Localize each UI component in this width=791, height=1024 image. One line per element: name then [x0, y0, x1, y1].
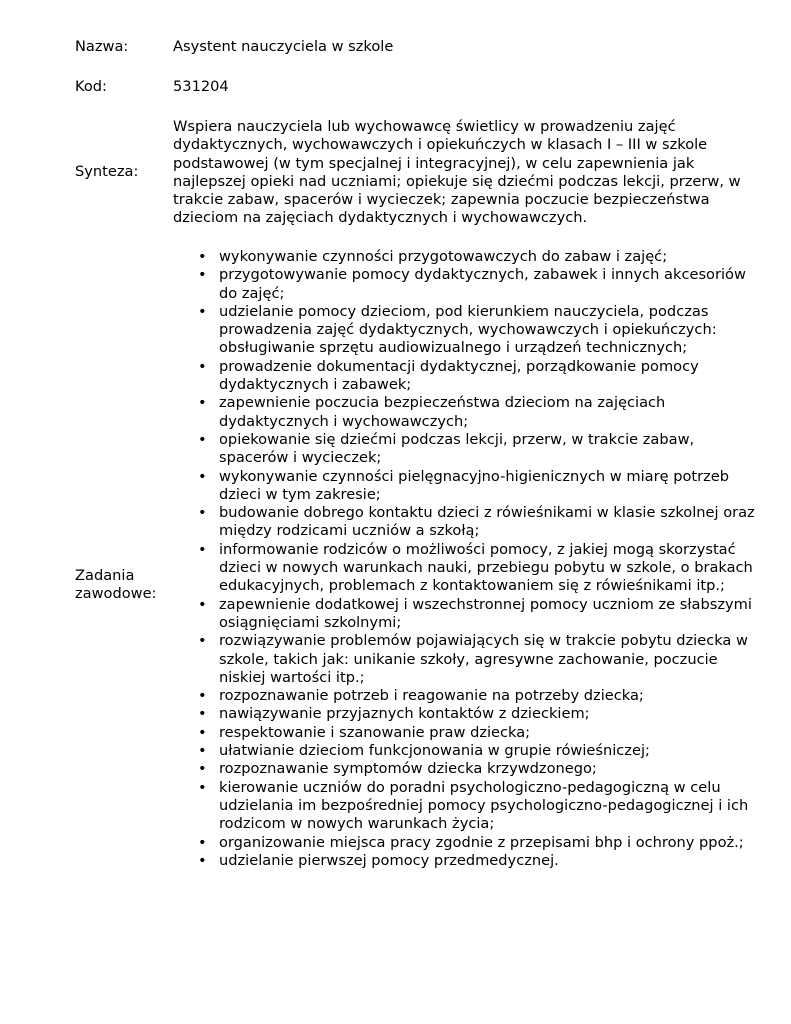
task-item: • organizowanie miejsca pracy zgodnie z przepisami bhp i ochrony ppoż.; — [198, 834, 758, 852]
task-item: • przygotowywanie pomocy dydaktycznych, zabawek i innych akcesoriów do zajęć; — [198, 266, 758, 303]
task-item: • ułatwianie dzieciom funkcjonowania w grupie rówieśniczej; — [198, 742, 758, 760]
task-item: • udzielanie pierwszej pomocy przedmedycznej. — [198, 852, 758, 870]
name-row — [0, 38, 791, 58]
code-label: Kod: — [75, 78, 107, 95]
task-item: • rozwiązywanie problemów pojawiających się w trakcie pobytu dziecka w szkole, takich jak: unikanie szkoły, agresywne zachowanie, poczucie niskiej wartości itp.; — [198, 632, 758, 687]
task-item: • zapewnienie dodatkowej i wszechstronnej pomocy uczniom ze słabszymi osiągnięciami szkolnymi; — [198, 596, 758, 633]
synthesis-row — [0, 118, 791, 230]
task-item: • respektowanie i szanowanie praw dziecka; — [198, 724, 758, 742]
synthesis-label: Synteza: — [75, 163, 139, 180]
synthesis-text: Wspiera nauczyciela lub wychowawcę świetlicy w prowadzeniu zajęć dydaktycznych, wychowawczych i opiekuńczych w klasach I – III w szkole podstawowej (w tym specjalnej i integracyjnej), w celu zapewnienia jak najlepszej opieki nad uczniami; opiekuje się dziećmi podczas lekcji, przerw, w trakcie zabaw, spacerów i wycieczek; zapewnia poczucie bezpieczeństwa dzieciom na zajęciach dydaktycznych i wychowawczych. — [173, 118, 741, 227]
task-item: • rozpoznawanie symptomów dziecka krzywdzonego; — [198, 760, 758, 778]
tasks-label-line-1: Zadania — [75, 567, 135, 584]
name-value: Asystent nauczyciela w szkole — [173, 38, 394, 55]
task-item: • opiekowanie się dziećmi podczas lekcji, przerw, w trakcie zabaw, spacerów i wycieczek; — [198, 431, 758, 468]
tasks-row — [0, 248, 791, 928]
task-item: • kierowanie uczniów do poradni psychologiczno-pedagogiczną w celu udzielania im bezpośredniej pomocy psychologiczno-pedagogicznej i ich rodzicom w nowych warunkach życia; — [198, 779, 758, 834]
task-item: • budowanie dobrego kontaktu dzieci z rówieśnikami w klasie szkolnej oraz między rodzicami uczniów a szkołą; — [198, 504, 758, 541]
task-item: • zapewnienie poczucia bezpieczeństwa dzieciom na zajęciach dydaktycznych i wychowawczych; — [198, 394, 758, 431]
tasks-label-line-2: zawodowe: — [75, 585, 157, 603]
name-label: Nazwa: — [75, 38, 129, 55]
task-item: • prowadzenie dokumentacji dydaktycznej, porządkowanie pomocy dydaktycznych i zabawek; — [198, 358, 758, 395]
task-item: • wykonywanie czynności przygotowawczych do zabaw i zajęć; — [198, 248, 758, 266]
code-row — [0, 78, 791, 98]
tasks-list — [198, 248, 758, 870]
task-item: • informowanie rodziców o możliwości pomocy, z jakiej mogą skorzystać dzieci w nowych warunkach nauki, przebiegu pobytu w szkole, o brakach edukacyjnych, problemach z kontaktowaniem się z rówieśnikami itp.; — [198, 541, 758, 596]
tasks-label — [75, 567, 170, 604]
code-value: 531204 — [173, 78, 229, 95]
task-item: • udzielanie pomocy dzieciom, pod kierunkiem nauczyciela, podczas prowadzenia zajęć dydaktycznych, wychowawczych i opiekuńczych: obsługiwanie sprzętu audiowizualnego i urządzeń technicznych; — [198, 303, 758, 358]
task-item: • rozpoznawanie potrzeb i reagowanie na potrzeby dziecka; — [198, 687, 758, 705]
task-item: • nawiązywanie przyjaznych kontaktów z dzieckiem; — [198, 705, 758, 723]
task-item: • wykonywanie czynności pielęgnacyjno-higienicznych w miarę potrzeb dzieci w tym zakresie; — [198, 468, 758, 505]
